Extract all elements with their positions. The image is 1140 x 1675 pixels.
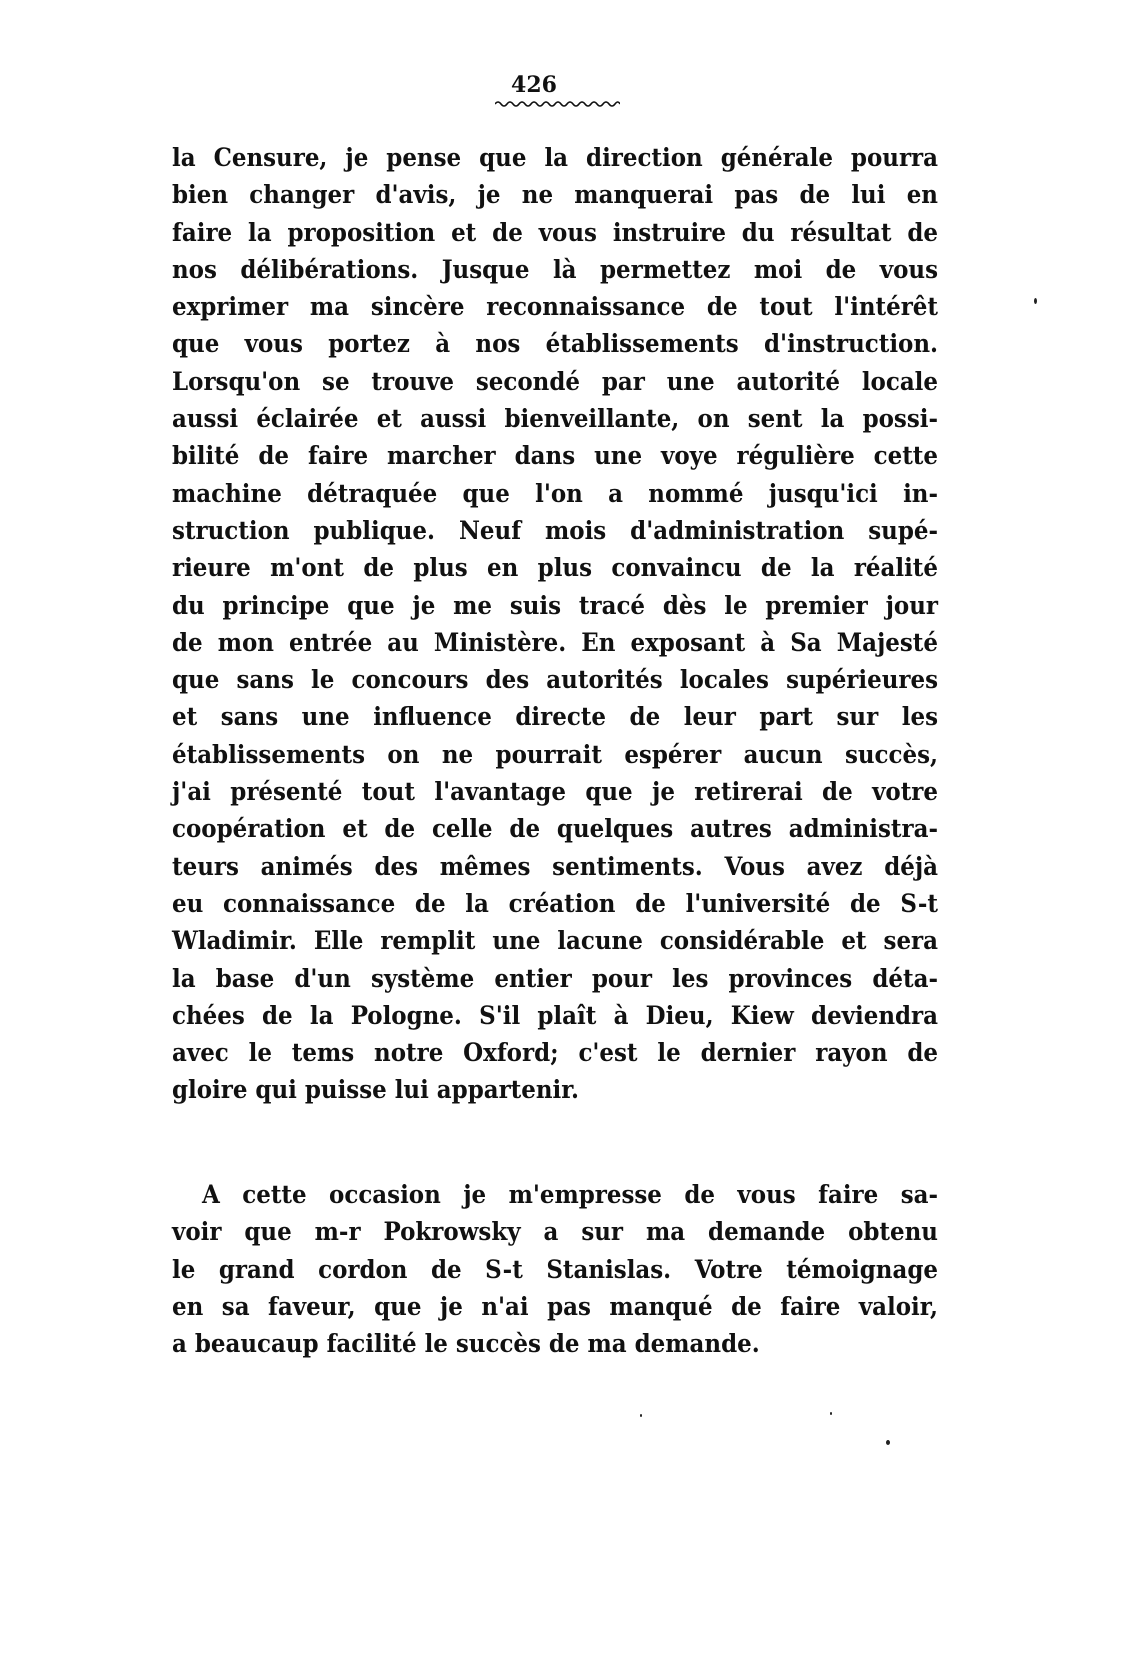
print-speck xyxy=(1034,298,1037,304)
text-line: gloire qui puisse lui appartenir. xyxy=(172,1075,580,1106)
text-line: eu connaissance de la création de l'université de S-t xyxy=(172,888,938,919)
text-line: Lorsqu'on se trouve secondé par une autorité locale xyxy=(172,366,938,397)
text-line: chées de la Pologne. S'il plaît à Dieu, Kiew deviendra xyxy=(172,1000,938,1031)
text-line: voir que m-r Pokrowsky a sur ma demande obtenu xyxy=(172,1217,938,1248)
text-line: Wladimir. Elle remplit une lacune considérable et sera xyxy=(172,926,938,957)
text-line: nos délibérations. Jusque là permettez moi de vous xyxy=(172,254,938,285)
text-line: rieure m'ont de plus en plus convaincu de la réalité xyxy=(172,553,938,584)
page-number-text: 426 xyxy=(511,72,557,98)
text-line: en sa faveur, que je n'ai pas manqué de faire valoir, xyxy=(172,1291,938,1322)
text-line: établissements on ne pourrait espérer aucun succès, xyxy=(172,739,938,770)
text-line: bilité de faire marcher dans une voye régulière cette xyxy=(172,441,938,472)
text-line: la Censure, je pense que la direction générale pourra xyxy=(172,143,938,173)
paragraph-1 xyxy=(172,140,938,1110)
text-line: coopération et de celle de quelques autres administra- xyxy=(172,814,938,845)
text-line: le grand cordon de S-t Stanislas. Votre témoignage xyxy=(172,1254,938,1285)
text-line: j'ai présenté tout l'avantage que je retirerai de votre xyxy=(172,777,938,808)
text-line: A cette occasion je m'empresse de vous faire sa- xyxy=(202,1180,938,1210)
wavy-rule-ornament xyxy=(495,98,620,108)
text-line: avec le tems notre Oxford; c'est le dernier rayon de xyxy=(172,1038,938,1069)
text-line: teurs animés des mêmes sentiments. Vous avez déjà xyxy=(172,851,938,882)
print-speck xyxy=(640,1414,642,1417)
text-line: et sans une influence directe de leur part sur les xyxy=(172,702,938,733)
text-line: struction publique. Neuf mois d'administration supé- xyxy=(172,515,938,546)
text-line: machine détraquée que l'on a nommé jusqu'ici in- xyxy=(172,478,938,509)
text-line: aussi éclairée et aussi bienveillante, on sent la possi- xyxy=(172,404,938,435)
text-line: a beaucaup facilité le succès de ma demande. xyxy=(172,1329,760,1360)
text-line: de mon entrée au Ministère. En exposant à Sa Majesté xyxy=(172,627,938,658)
text-line: la base d'un système entier pour les provinces déta- xyxy=(172,963,938,994)
print-speck xyxy=(886,1440,890,1445)
text-line: bien changer d'avis, je ne manquerai pas de lui en xyxy=(172,180,938,211)
text-line: que vous portez à nos établissements d'instruction. xyxy=(172,329,938,360)
text-line: faire la proposition et de vous instruire du résultat de xyxy=(172,217,938,248)
text-line: du principe que je me suis tracé dès le premier jour xyxy=(172,590,938,621)
paragraph-2 xyxy=(172,1177,938,1363)
text-line: que sans le concours des autorités locales supérieures xyxy=(172,665,938,696)
print-speck xyxy=(830,1412,832,1415)
page-number xyxy=(0,72,1140,98)
text-line: exprimer ma sincère reconnaissance de tout l'intérêt xyxy=(172,292,938,323)
